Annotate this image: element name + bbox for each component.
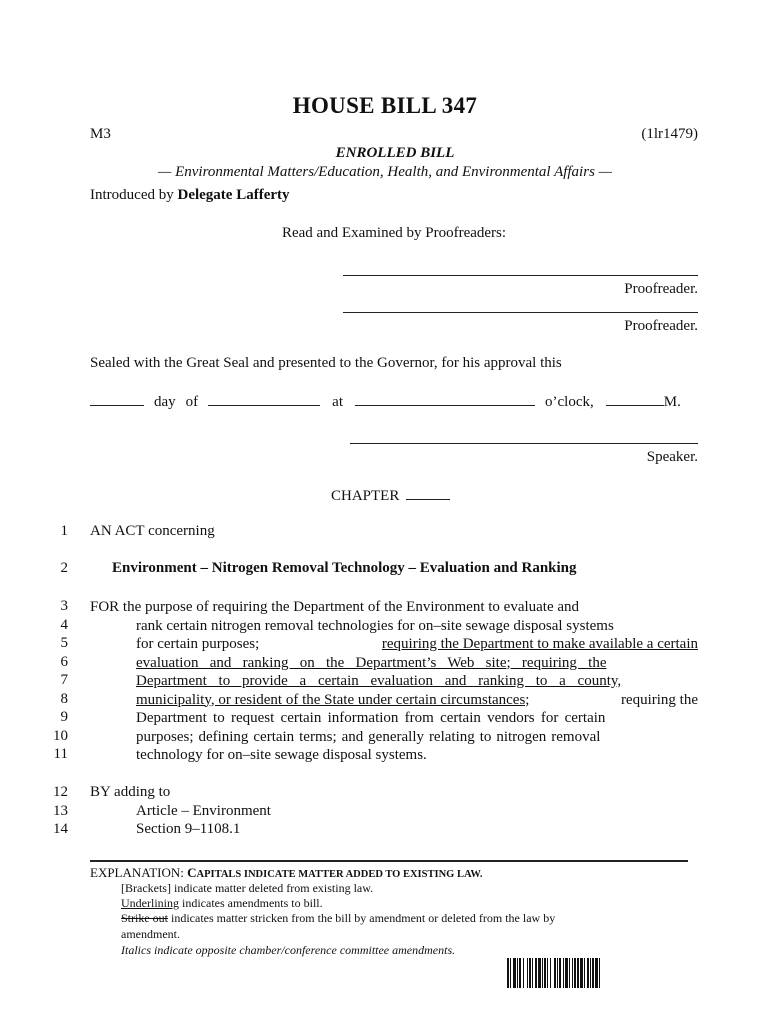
purpose-text: FOR the purpose of requiring the Department of the Environment to evaluate and xyxy=(90,599,580,615)
line-number: 12 xyxy=(53,784,68,800)
explanation-caps-rest: APITALS INDICATE MATTER ADDED TO EXISTING LAW. xyxy=(196,869,483,880)
barcode-bar xyxy=(600,958,602,988)
underlining-word: Underlining xyxy=(121,896,179,910)
chapter-label xyxy=(331,486,450,505)
introduced-prefix: Introduced by xyxy=(90,187,178,203)
purpose-line xyxy=(136,654,698,673)
line-number: 3 xyxy=(60,598,68,614)
time-blank xyxy=(355,392,535,406)
sealed-text: Sealed with the Great Seal and presented to the Governor, for his approval this xyxy=(90,355,562,371)
bill-code: M3 xyxy=(90,126,111,142)
purpose-text: Department to request certain information from certain vendors for certain xyxy=(136,710,606,726)
article-reference: Article – Environment xyxy=(136,802,271,819)
oclock-label: o’clock, xyxy=(545,394,594,410)
act-heading: AN ACT concerning xyxy=(90,523,215,539)
purpose-line xyxy=(136,746,698,765)
by-adding-label: BY adding to xyxy=(90,784,171,800)
line-number: 11 xyxy=(53,746,68,762)
brackets-word: [Brackets] xyxy=(121,881,171,895)
section-reference: Section 9–1108.1 xyxy=(136,821,241,837)
brackets-text: indicate matter deleted from existing law. xyxy=(170,881,374,895)
committees-line: — Environmental Matters/Education, Health, and Environmental Affairs — xyxy=(158,164,612,180)
purpose-line xyxy=(136,709,698,728)
amendment-underlined-text: evaluation and ranking on the Department’s Web site; requiring the xyxy=(136,654,607,671)
purpose-text: for certain purposes; xyxy=(136,636,260,652)
purpose-line xyxy=(90,598,698,617)
line-number: 6 xyxy=(60,653,68,670)
proofreader-label-2: Proofreader. xyxy=(624,318,698,334)
amendment-underlined-text: municipality, or resident of the State under certain circumstances; xyxy=(136,691,530,708)
line-number: 7 xyxy=(60,672,68,688)
line-number: 14 xyxy=(53,821,68,837)
line-number: 5 xyxy=(60,635,68,651)
line-number: 1 xyxy=(60,523,68,539)
sponsor-name: Delegate Lafferty xyxy=(177,187,290,203)
meridiem-label: M. xyxy=(663,394,681,410)
speaker-signature-line xyxy=(350,443,698,444)
meridiem-blank xyxy=(606,392,664,406)
purpose-text: rank certain nitrogen removal technologies for on–site sewage disposal systems xyxy=(136,617,614,634)
purpose-text: requiring the xyxy=(620,691,698,708)
strike-legend-continued: amendment. xyxy=(121,927,180,941)
at-label: at xyxy=(332,394,343,410)
proofreader-signature-line-2 xyxy=(343,312,698,313)
speaker-label: Speaker. xyxy=(646,449,698,465)
enrolled-bill-label: ENROLLED BILL xyxy=(335,145,455,161)
purpose-line xyxy=(136,617,698,636)
approval-date-line xyxy=(90,392,698,411)
line-number: 13 xyxy=(53,802,68,819)
amendment-underlined-text: requiring the Department to make available a certain xyxy=(381,636,698,652)
month-blank xyxy=(208,392,320,406)
barcode xyxy=(507,958,691,988)
explanation-label: EXPLANATION: xyxy=(90,865,188,880)
purpose-line xyxy=(136,672,698,691)
purpose-text: purposes; defining certain terms; and generally relating to nitrogen removal xyxy=(136,728,601,745)
line-number: 8 xyxy=(60,690,68,707)
strike-word: Strike out xyxy=(121,911,168,925)
line-number: 10 xyxy=(53,727,68,744)
explanation-caps-initial: C xyxy=(187,865,197,880)
introduced-by xyxy=(90,187,290,204)
bill-title: HOUSE BILL 347 xyxy=(292,93,478,118)
chapter-blank xyxy=(406,486,450,500)
purpose-text: technology for on–site sewage disposal systems. xyxy=(136,747,427,763)
brackets-legend xyxy=(121,881,373,896)
of-label: of xyxy=(185,394,199,410)
purpose-paragraph xyxy=(90,598,698,765)
purpose-line xyxy=(136,635,698,654)
strike-text: indicates matter stricken from the bill by amendment or deleted from the law by xyxy=(168,911,556,925)
strike-legend xyxy=(121,911,555,926)
proofreaders-heading: Read and Examined by Proofreaders: xyxy=(281,225,507,241)
proofreader-signature-line-1 xyxy=(343,275,698,276)
explanation-divider xyxy=(90,860,688,862)
day-blank xyxy=(90,392,144,406)
purpose-line xyxy=(136,728,698,747)
line-number: 2 xyxy=(60,560,68,576)
italics-legend: Italics indicate opposite chamber/conference committee amendments. xyxy=(121,943,456,957)
chapter-word: CHAPTER xyxy=(331,488,400,504)
line-number: 9 xyxy=(60,709,68,725)
underlining-legend xyxy=(121,896,323,911)
underlining-text: indicates amendments to bill. xyxy=(179,896,323,910)
explanation-heading xyxy=(90,865,483,881)
purpose-line xyxy=(136,691,698,710)
amendment-underlined-text: Department to provide a certain evaluation and ranking to a county, xyxy=(136,673,622,689)
proofreader-label-1: Proofreader. xyxy=(624,281,698,297)
sealed-statement xyxy=(90,355,698,372)
bill-subject: Environment – Nitrogen Removal Technology – Evaluation and Ranking xyxy=(112,560,577,576)
line-number: 4 xyxy=(60,616,68,633)
day-label: day xyxy=(154,394,176,410)
file-number: (1lr1479) xyxy=(641,126,698,142)
